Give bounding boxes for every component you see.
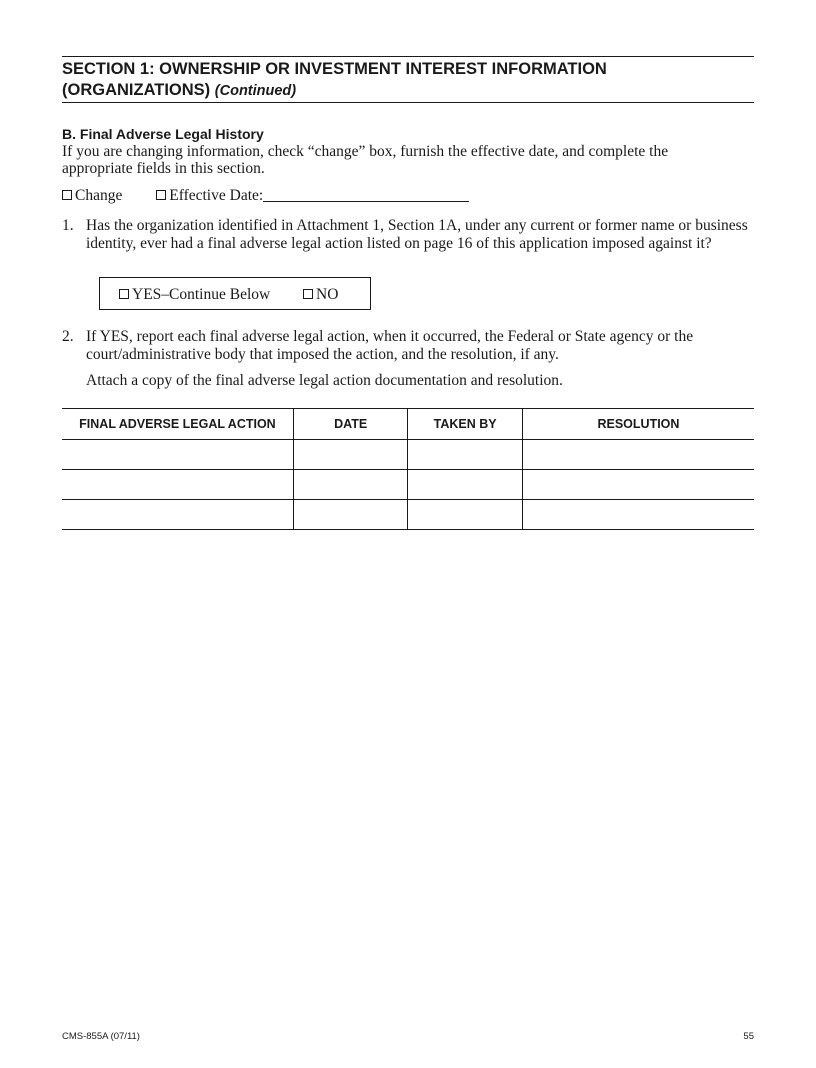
table-row — [62, 500, 754, 530]
page-number: 55 — [743, 1031, 754, 1042]
yes-no-box — [99, 277, 371, 310]
date-cell[interactable] — [293, 440, 407, 470]
table-row — [62, 440, 754, 470]
change-label: Change — [75, 187, 123, 204]
section-bottom-rule — [62, 102, 754, 103]
taken-by-cell[interactable] — [408, 440, 523, 470]
action-cell[interactable] — [62, 440, 293, 470]
no-label: NO — [316, 286, 339, 303]
effective-date-label: Effective Date: — [169, 187, 264, 204]
change-row — [62, 186, 469, 205]
effective-date-checkbox[interactable] — [156, 190, 166, 200]
effective-date-field[interactable] — [263, 186, 469, 202]
adverse-action-table — [62, 408, 754, 530]
header-resolution: RESOLUTION — [522, 409, 754, 440]
form-id: CMS-855A (07/11) — [62, 1031, 140, 1042]
header-date: DATE — [293, 409, 407, 440]
date-cell[interactable] — [293, 500, 407, 530]
action-cell[interactable] — [62, 500, 293, 530]
no-option[interactable] — [303, 286, 338, 304]
continued-label: (Continued) — [214, 83, 297, 99]
question-1-text: Has the organization identified in Attachment 1, Section 1A, under any current or former name or business identity, ever had a final adverse legal action listed on page 16 of this application imposed against it? — [86, 217, 748, 252]
taken-by-cell[interactable] — [408, 500, 523, 530]
change-option[interactable] — [62, 187, 122, 205]
taken-by-cell[interactable] — [408, 470, 523, 500]
resolution-cell[interactable] — [522, 470, 754, 500]
question-2-number: 2. — [62, 328, 74, 345]
header-final-adverse-legal-action: FINAL ADVERSE LEGAL ACTION — [62, 409, 293, 440]
yes-label: YES–Continue Below — [132, 286, 271, 303]
header-taken-by: TAKEN BY — [408, 409, 523, 440]
no-checkbox[interactable] — [303, 289, 313, 299]
change-checkbox[interactable] — [62, 190, 72, 200]
date-cell[interactable] — [293, 470, 407, 500]
resolution-cell[interactable] — [522, 440, 754, 470]
section-title-line1: SECTION 1: OWNERSHIP OR INVESTMENT INTEREST INFORMATION — [62, 60, 607, 78]
resolution-cell[interactable] — [522, 500, 754, 530]
section-title — [62, 59, 754, 102]
table-header-row — [62, 409, 754, 440]
action-cell[interactable] — [62, 470, 293, 500]
yes-checkbox[interactable] — [119, 289, 129, 299]
part-b-intro: If you are changing information, check “change” box, furnish the effective date, and complete the appropriate fields in this section. — [62, 143, 669, 177]
section-title-line2: (ORGANIZATIONS) — [62, 81, 211, 99]
yes-option[interactable] — [119, 286, 270, 304]
question-2-text: If YES, report each final adverse legal action, when it occurred, the Federal or State agency or the court/administrative body that imposed the action, and the resolution, if any. — [86, 328, 694, 363]
effective-date-option — [156, 186, 469, 205]
question-1-number: 1. — [62, 217, 74, 234]
section-top-rule — [62, 56, 754, 57]
table-row — [62, 470, 754, 500]
part-b-heading: B. Final Adverse Legal History — [62, 126, 264, 142]
attach-note: Attach a copy of the final adverse legal action documentation and resolution. — [86, 372, 563, 389]
